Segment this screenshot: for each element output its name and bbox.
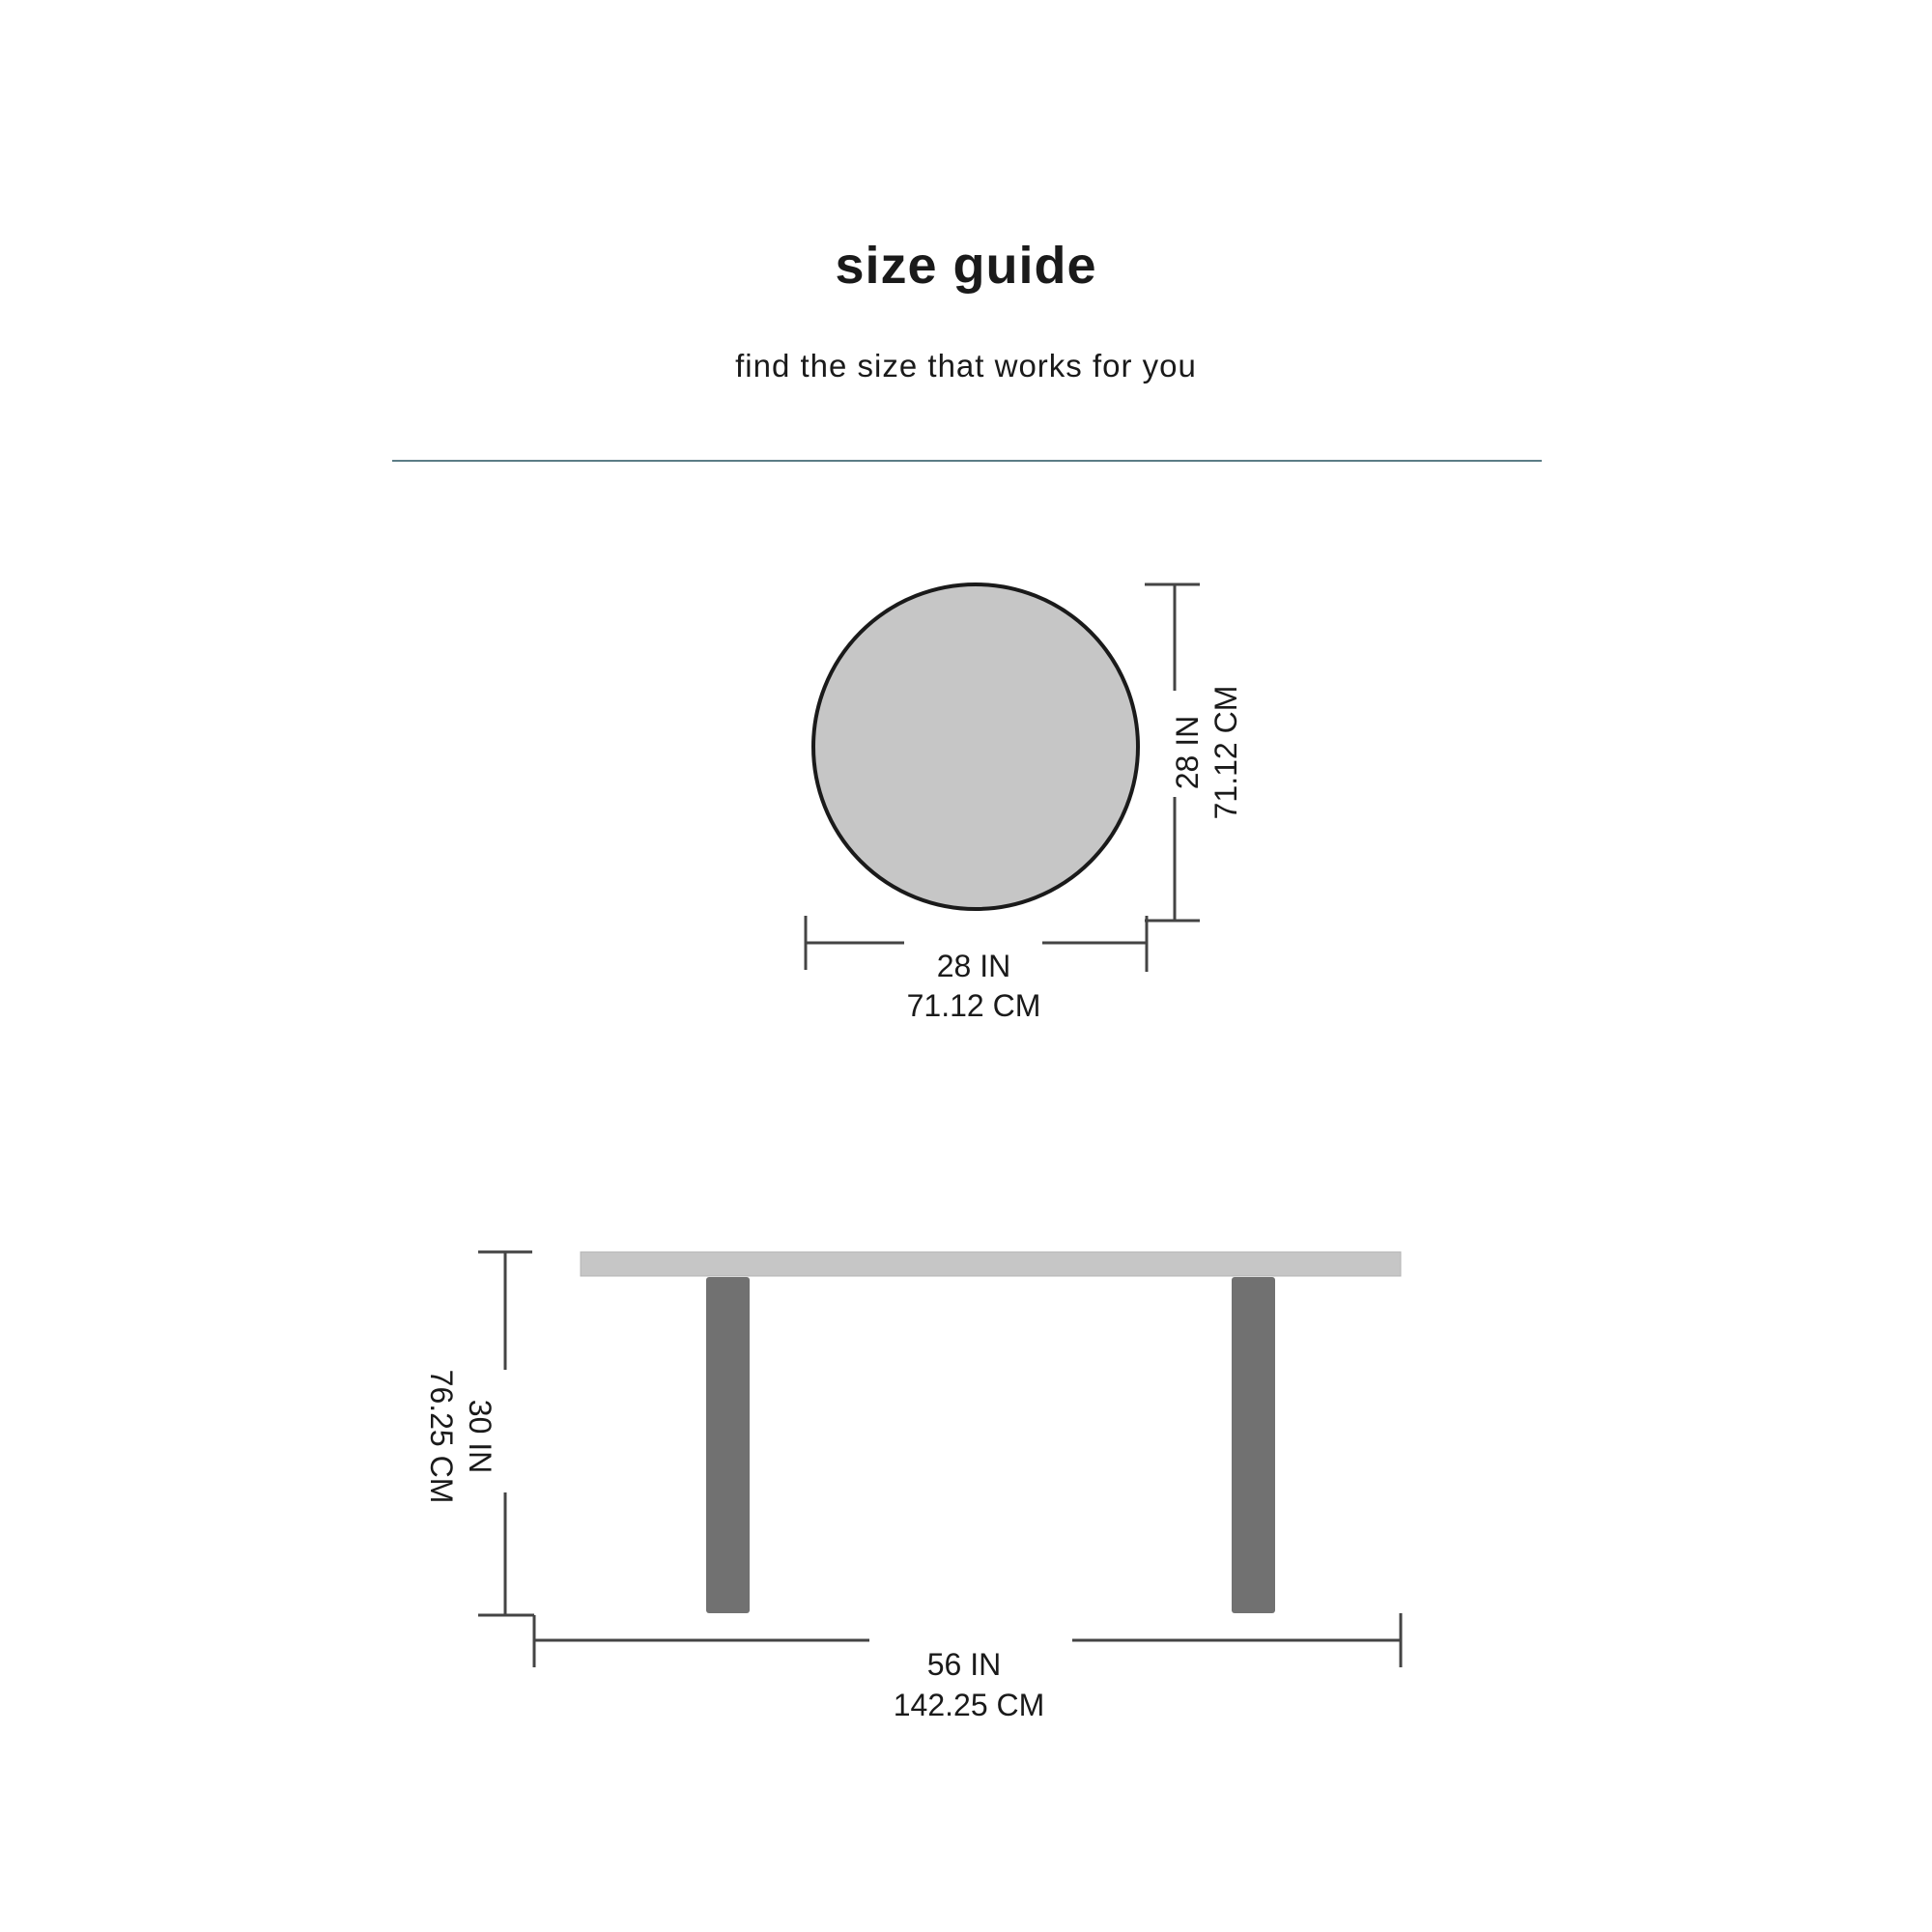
tabletop-side bbox=[581, 1252, 1401, 1276]
page-title: size guide bbox=[835, 237, 1097, 295]
height-in-label: 30 IN bbox=[463, 1399, 497, 1474]
length-in-label: 56 IN bbox=[926, 1647, 1002, 1682]
depth-in-label: 28 IN bbox=[1170, 715, 1205, 790]
side-view bbox=[424, 1252, 1401, 1722]
width-cm-label: 71.12 CM bbox=[906, 988, 1041, 1023]
length-cm-label: 142.25 CM bbox=[893, 1688, 1045, 1722]
width-in-label: 28 IN bbox=[936, 949, 1011, 983]
right-leg bbox=[1232, 1277, 1275, 1613]
top-view bbox=[806, 584, 1243, 1023]
page-subtitle: find the size that works for you bbox=[735, 348, 1197, 384]
round-tabletop bbox=[813, 584, 1138, 909]
depth-label bbox=[1170, 686, 1243, 820]
height-label bbox=[424, 1370, 497, 1504]
depth-cm-label: 71.12 CM bbox=[1208, 685, 1243, 820]
height-cm-label: 76.25 CM bbox=[424, 1369, 459, 1504]
left-leg bbox=[706, 1277, 750, 1613]
